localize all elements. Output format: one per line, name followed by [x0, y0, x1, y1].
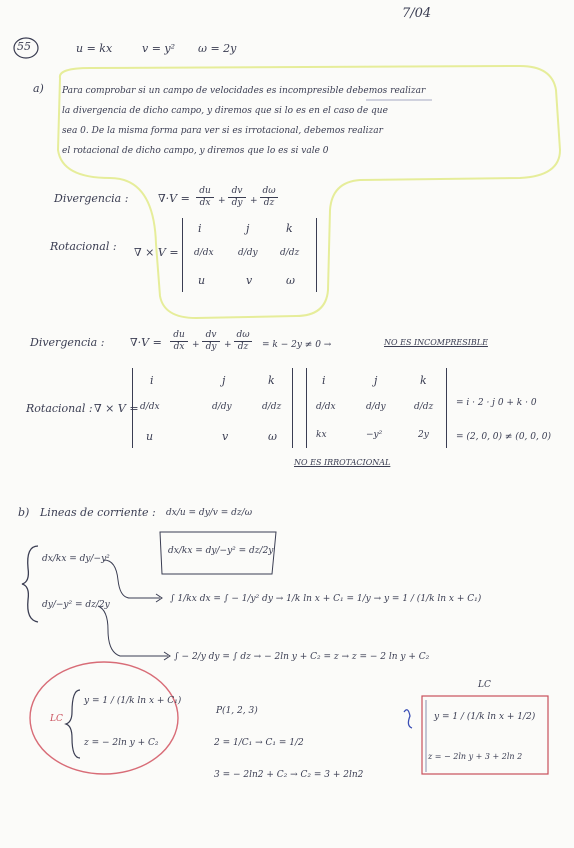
- calc-divergence-result: = k − 2y ≠ 0 →: [262, 340, 332, 350]
- m2-kx: kx: [316, 430, 327, 440]
- m2-2y: 2y: [418, 430, 429, 440]
- system-eq-2: dy/−y² = dz/2y: [42, 600, 110, 610]
- v-definition: v = y²: [142, 42, 176, 55]
- calc-rotational-label: Rotacional :: [26, 402, 93, 415]
- m1-j: j: [222, 374, 226, 387]
- a-matrix-v: v: [246, 274, 253, 287]
- part-b-title: Lineas de corriente :: [40, 506, 156, 519]
- u-definition: u = kx: [76, 42, 113, 55]
- system-eq-1: dx/kx = dy/−y²: [42, 554, 110, 564]
- calc-rotational-lhs: ∇ × V =: [94, 402, 139, 415]
- a-frac-dv-dy: $\frac{dv}{dy}$: [228, 186, 246, 209]
- a-divergence-label: Divergencia :: [54, 192, 129, 205]
- m1-ddy: d/dy: [212, 402, 232, 412]
- final-solution-z: z = − 2ln y + 3 + 2ln 2: [428, 752, 523, 761]
- calc-rotational-vector: = (2, 0, 0) ≠ (0, 0, 0): [456, 432, 551, 442]
- a-matrix-w: ω: [286, 274, 295, 287]
- a-matrix-ddz: d/dz: [280, 248, 300, 258]
- calc-frac-dv-dy: $\frac{dv}{dy}$: [202, 330, 220, 353]
- c1-calculation: 2 = 1/C₁ → C₁ = 1/2: [214, 738, 304, 748]
- calc-divergence-lhs: ∇·V =: [130, 336, 162, 349]
- calc-divergence-label: Divergencia :: [30, 336, 105, 349]
- calc-frac-dw-dz: $\frac{d\omega}{dz}$: [234, 330, 252, 353]
- integral-2: ∫ − 2/y dy = ∫ dz → − 2ln y + C₂ = z → z = − 2 ln y + C₂: [174, 652, 430, 662]
- m1-ddx: d/dx: [140, 402, 160, 412]
- a-matrix-i: i: [198, 222, 202, 235]
- part-a-label: a): [33, 82, 44, 95]
- page-date: 7/04: [402, 6, 432, 21]
- a-matrix-j: j: [246, 222, 250, 235]
- lc-solution-z: z = − 2ln y + C₂: [84, 738, 159, 748]
- system-brace: [22, 546, 38, 622]
- final-lc-label: LC: [478, 680, 491, 690]
- problem-number: 55: [17, 40, 31, 53]
- m1-i: i: [150, 374, 154, 387]
- lc-solution-y: y = 1 / (1/k ln x + C₁): [84, 696, 182, 706]
- m2-ddz: d/dz: [414, 402, 434, 412]
- arrow-1: [104, 560, 160, 598]
- m1-ddz: d/dz: [262, 402, 282, 412]
- w-definition: ω = 2y: [198, 42, 237, 55]
- part-a-line-2: la divergencia de dicho campo, y diremos que si lo es en el caso de que: [62, 106, 388, 116]
- final-box: [422, 696, 548, 774]
- arrow-2: [98, 606, 168, 656]
- part-b-boxed-eq: dx/kx = dy/−y² = dz/2y: [168, 546, 274, 556]
- m2-j: j: [374, 374, 378, 387]
- a-matrix-k: k: [286, 222, 293, 235]
- a-divergence-lhs: ∇·V =: [158, 192, 190, 205]
- c2-calculation: 3 = − 2ln2 + C₂ → C₂ = 3 + 2ln2: [214, 770, 364, 780]
- pen-mark: [404, 710, 412, 728]
- calc-rotational-result: = i · 2 · j 0 + k · 0: [456, 398, 537, 408]
- m1-v: v: [222, 430, 229, 443]
- m2-neg-y2: −y²: [366, 430, 383, 440]
- m2-k: k: [420, 374, 427, 387]
- a-matrix-ddy: d/dy: [238, 248, 258, 258]
- a-rotational-lhs: ∇ × V =: [134, 246, 179, 259]
- part-b-label: b): [18, 506, 30, 519]
- part-a-line-3: sea 0. De la misma forma para ver si es irrotacional, debemos realizar: [62, 126, 383, 136]
- point-p: P(1, 2, 3): [216, 706, 258, 716]
- lc-label: LC: [50, 714, 63, 724]
- a-frac-du-dx: $\frac{du}{dx}$: [196, 186, 214, 209]
- integral-1: ∫ 1/kx dx = ∫ − 1/y² dy → 1/k ln x + C₁ = 1/y → y = 1 / (1/k ln x + C₁): [170, 594, 482, 604]
- calc-rotational-conclusion: NO ES IRROTACIONAL: [294, 458, 391, 467]
- m2-ddx: d/dx: [316, 402, 336, 412]
- final-solution-y: y = 1 / (1/k ln x + 1/2): [434, 712, 536, 722]
- calc-frac-du-dx: $\frac{du}{dx}$: [170, 330, 188, 353]
- a-rotational-label: Rotacional :: [50, 240, 117, 253]
- a-matrix-ddx: d/dx: [194, 248, 214, 258]
- a-frac-dw-dz: $\frac{d\omega}{dz}$: [260, 186, 278, 209]
- calc-divergence-conclusion: NO ES INCOMPRESIBLE: [384, 338, 488, 347]
- a-matrix-u: u: [198, 274, 206, 287]
- m1-w: ω: [268, 430, 277, 443]
- part-b-streamline-eq: dx/u = dy/v = dz/ω: [166, 508, 253, 518]
- m1-u: u: [146, 430, 154, 443]
- part-a-line-4: el rotacional de dicho campo, y diremos que lo es si vale 0: [62, 146, 329, 156]
- highlight-cloud: [58, 66, 560, 318]
- part-a-line-1: Para comprobar si un campo de velocidades es incompresible debemos realizar: [62, 86, 426, 96]
- m1-k: k: [268, 374, 275, 387]
- m2-i: i: [322, 374, 326, 387]
- m2-ddy: d/dy: [366, 402, 386, 412]
